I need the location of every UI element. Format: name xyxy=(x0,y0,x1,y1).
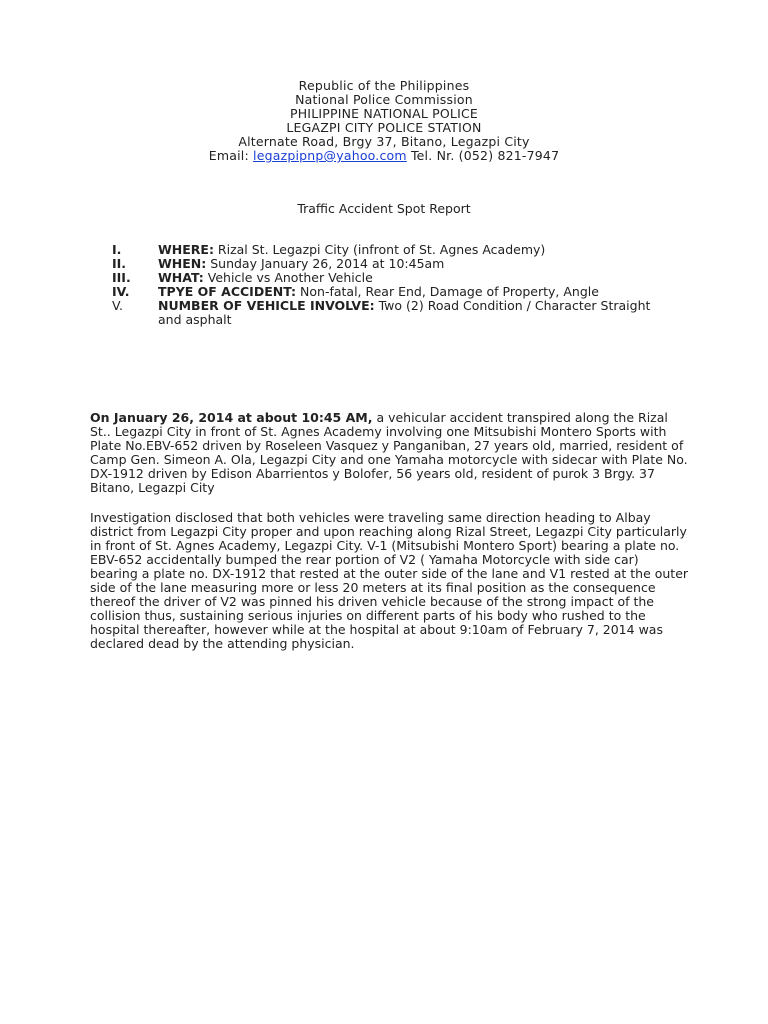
item-text: Vehicle vs Another Vehicle xyxy=(203,270,373,285)
letterhead-line-station: LEGAZPI CITY POLICE STATION xyxy=(286,120,482,135)
item-label: WHEN: xyxy=(158,256,207,271)
item-body xyxy=(158,243,672,257)
item-label: NUMBER OF VEHICLE INVOLVE: xyxy=(158,298,375,313)
item-number: I. xyxy=(112,242,122,257)
report-items-list xyxy=(112,243,672,327)
report-title: Traffic Accident Spot Report xyxy=(297,201,471,216)
item-body xyxy=(158,299,672,327)
item-body xyxy=(158,271,672,285)
item-number: V. xyxy=(112,298,123,313)
list-item xyxy=(112,271,672,285)
investigation-paragraph: Investigation disclosed that both vehicles were traveling same direction heading to Albay district from Legazpi City proper and upon reaching along Rizal Street, Legazpi City particularly in front of St. Agnes Academy, Legazpi City. V-1 (Mitsubishi Montero Sport) bearing a plate no. EBV-652 accidentally bumped the rear portion of V2 ( Yamaha Motorcycle with side car) bearing a plate no. DX-1912 that rested at the outer side of the lane and V1 rested at the outer side of the lane measuring more or less 20 meters at its final position as the consequence thereof the driver of V2 was pinned his driven vehicle because of the strong impact of the collision thus, sustaining serious injuries on different parts of his body who rushed to the hospital thereafter, however while at the hospital at about 9:10am of February 7, 2014 was declared dead by the attending physician. xyxy=(90,510,689,651)
item-body xyxy=(158,285,672,299)
item-label: WHAT: xyxy=(158,270,204,285)
telephone-number: Tel. Nr. (052) 821-7947 xyxy=(406,148,560,163)
incident-narrative-text: a vehicular accident transpired along the Rizal St.. Legazpi City in front of St. Agnes Academy involving one Mitsubishi Montero Sports with Plate No.EBV-652 driven by Roseleen Vasquez y Panganiban, 27 years old, married, resident of Camp Gen. Simeon A. Ola, Legazpi City and one Yamaha motorcycle with sidecar with Plate No. DX-1912 driven by Edison Abarrientos y Bolofer, 56 years old, resident of purok 3 Brgy. 37 Bitano, Legazpi City xyxy=(90,410,688,495)
item-text: Sunday January 26, 2014 at 10:45am xyxy=(206,256,445,271)
list-item xyxy=(112,243,672,257)
list-item xyxy=(112,299,672,327)
incident-lead: On January 26, 2014 at about 10:45 AM, xyxy=(90,410,373,425)
item-body xyxy=(158,257,672,271)
list-item xyxy=(112,257,672,271)
email-link[interactable]: legazpipnp@yahoo.com xyxy=(253,148,407,163)
list-item xyxy=(112,285,672,299)
item-text: Non-fatal, Rear End, Damage of Property, Angle xyxy=(296,284,599,299)
item-label: WHERE: xyxy=(158,242,214,257)
letterhead-line-napolcom: National Police Commission xyxy=(295,92,473,107)
item-text: Two (2) Road Condition / Character Straight and asphalt xyxy=(158,298,651,327)
incident-narrative-paragraph xyxy=(90,411,690,495)
item-text: Rizal St. Legazpi City (infront of St. Agnes Academy) xyxy=(213,242,546,257)
letterhead-line-address: Alternate Road, Brgy 37, Bitano, Legazpi City xyxy=(238,134,530,149)
item-number: II. xyxy=(112,256,127,271)
email-label: Email: xyxy=(208,148,254,163)
item-label: TPYE OF ACCIDENT: xyxy=(158,284,297,299)
letterhead-contact-line xyxy=(0,149,768,163)
letterhead-line-pnp: PHILIPPINE NATIONAL POLICE xyxy=(289,106,479,121)
letterhead-line-republic: Republic of the Philippines xyxy=(298,78,470,93)
item-number: IV. xyxy=(112,284,130,299)
item-number: III. xyxy=(112,270,131,285)
letterhead xyxy=(0,79,768,163)
